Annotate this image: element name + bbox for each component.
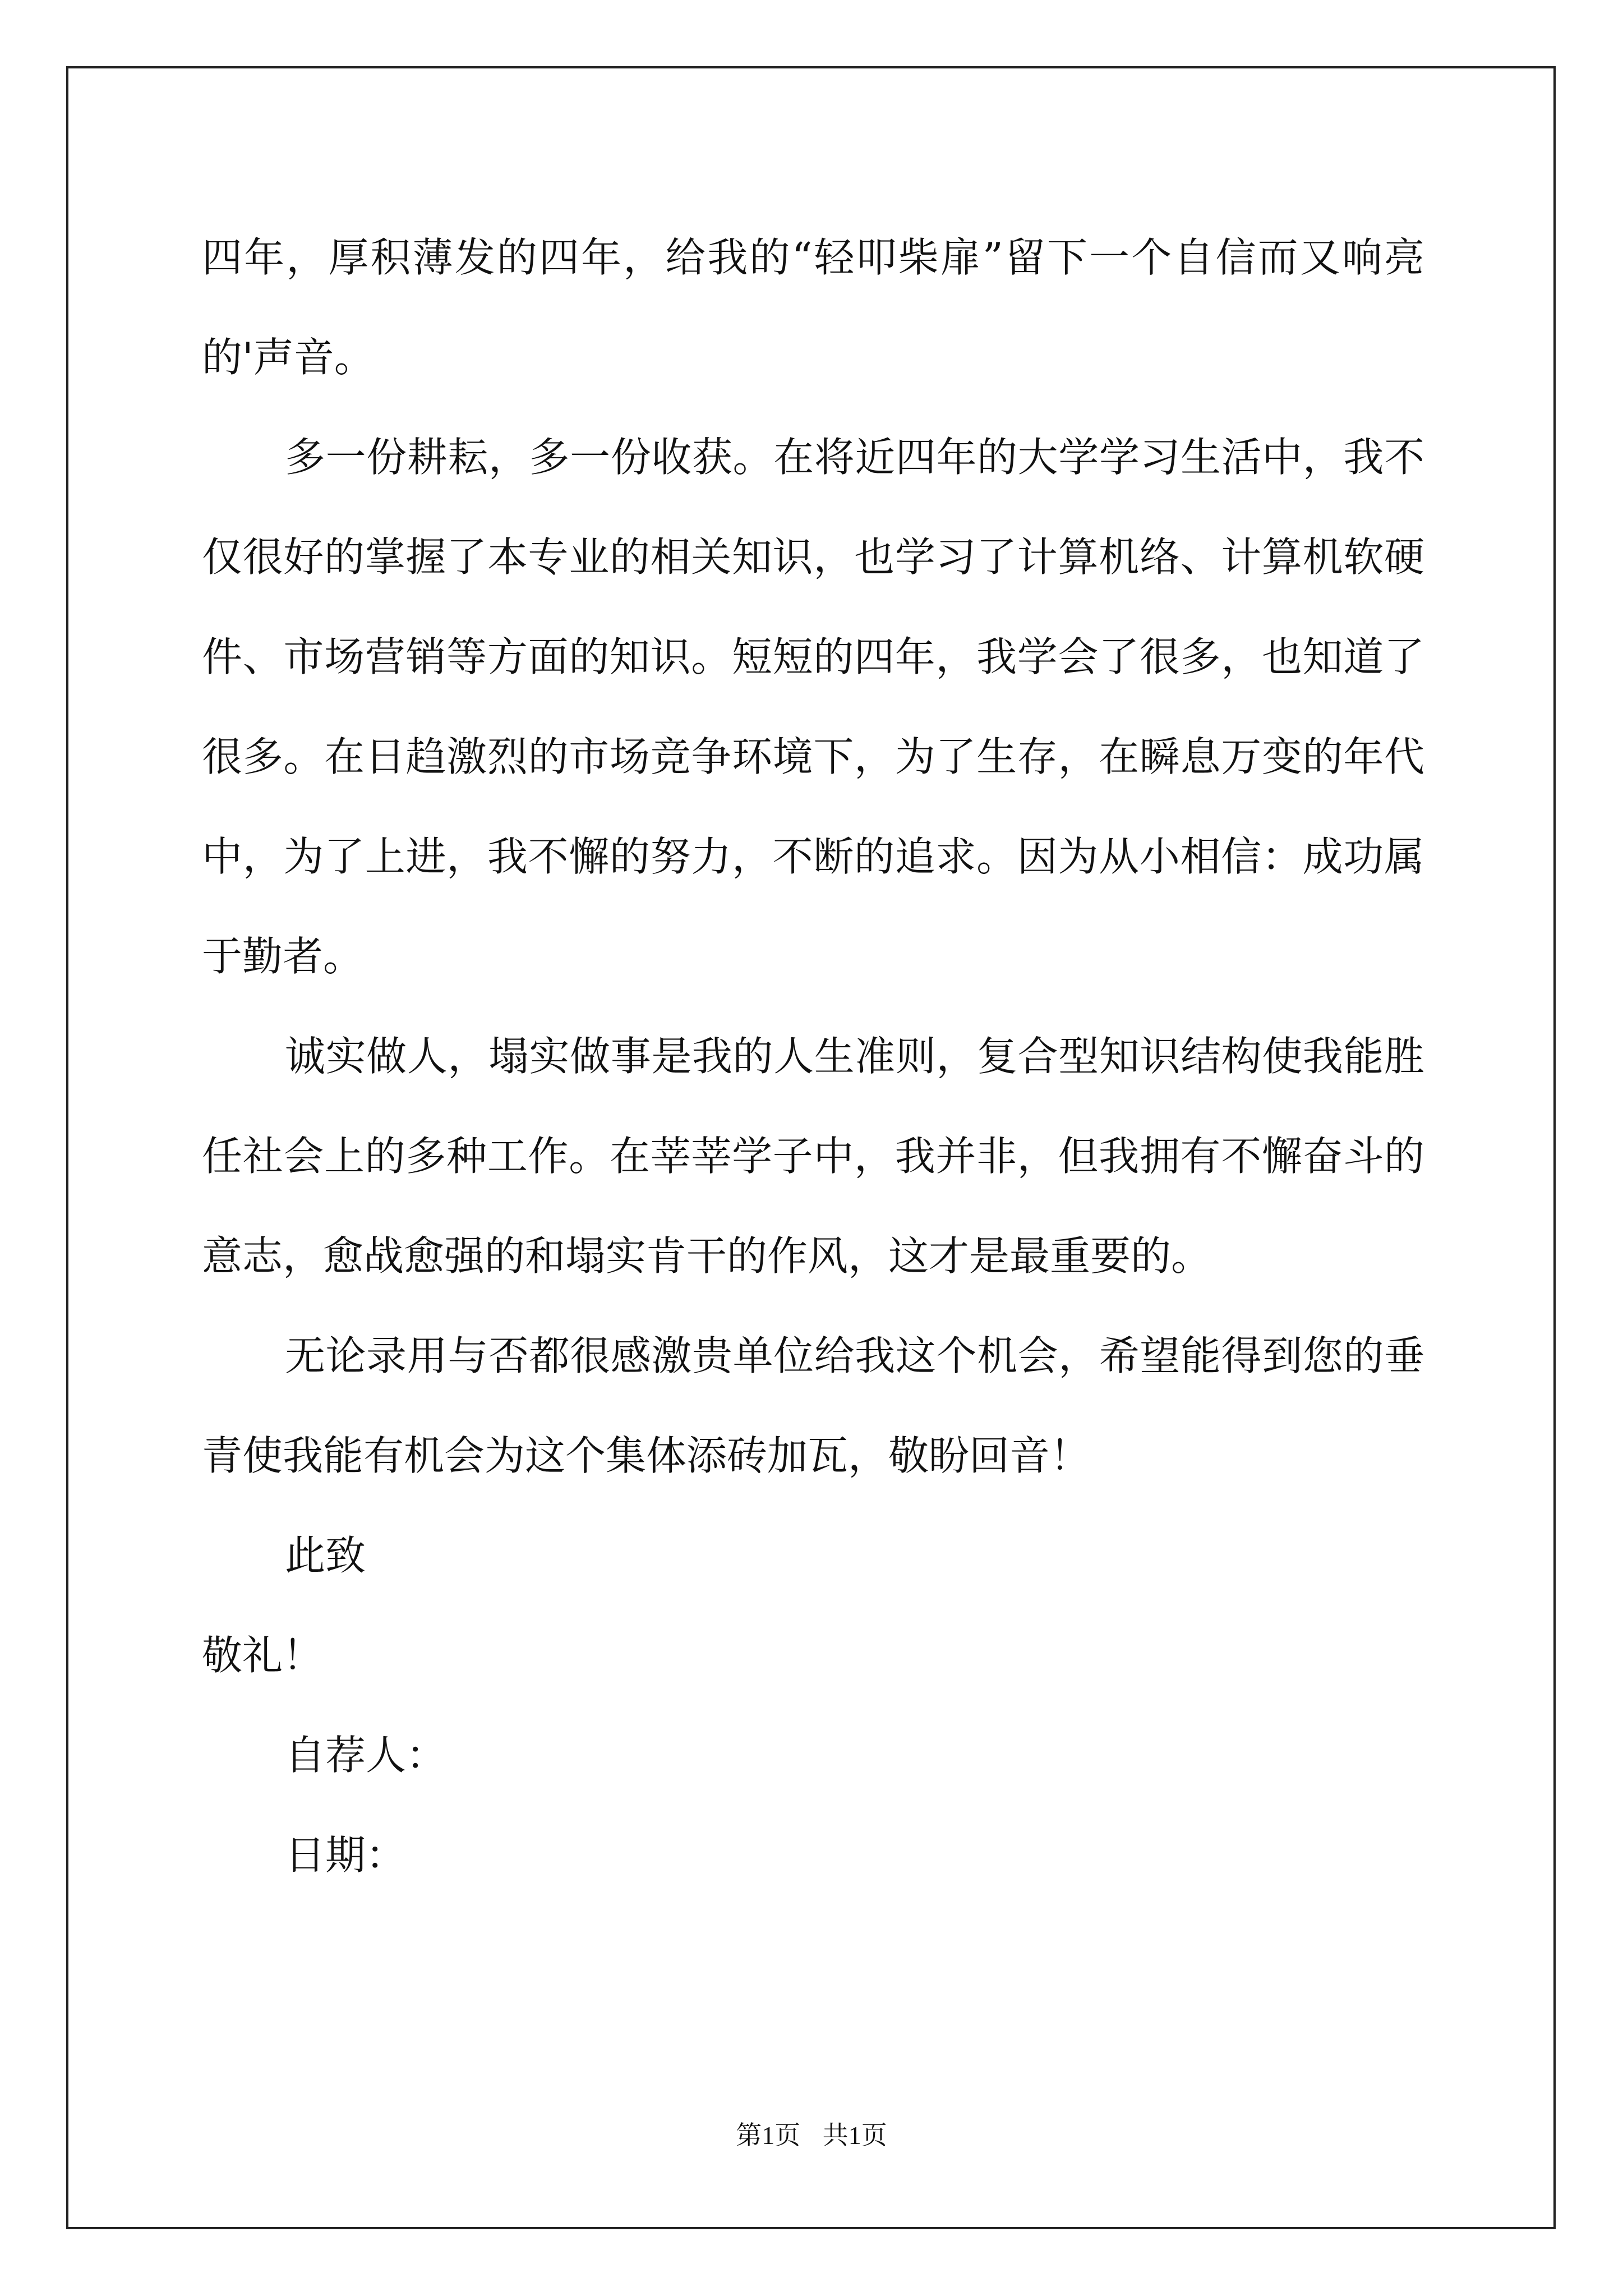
document-body: [202, 208, 1424, 1905]
date-line: 日期：: [285, 1832, 407, 1879]
salutation-cizhi: 此致: [285, 1532, 366, 1579]
signature-line: 自荐人：: [285, 1732, 447, 1779]
salutation-jingli: 敬礼！: [202, 1632, 324, 1679]
paragraph-closing: 无论录用与否都很感激贵单位给我这个机会，希望能得到您的垂青使我能有机会为这个集体添砖加瓦，敬盼回音！: [202, 1332, 1424, 1479]
paragraph-character: 诚实做人，塌实做事是我的人生准则，复合型知识结构使我能胜任社会上的多种工作。在莘莘学子中，我并非，但我拥有不懈奋斗的意志，愈战愈强的和塌实肯干的作风，这才是最重要的。: [202, 1033, 1424, 1280]
page-number: 第1页: [736, 2121, 801, 2150]
paragraph-intro-end: 四年，厚积薄发的四年，给我的“轻叩柴扉”留下一个自信而又响亮的'声音。: [202, 234, 1424, 381]
page-footer: [0, 2115, 1623, 2152]
paragraph-studies: 多一份耕耘，多一份收获。在将近四年的大学学习生活中，我不仅很好的掌握了本专业的相关知识，也学习了计算机络、计算机软硬件、市场营销等方面的知识。短短的四年，我学会了很多，也知道了很多。在日趋激烈的市场竞争环境下，为了生存，在瞬息万变的年代中，为了上进，我不懈的努力，不断的追求。因为从小相信：成功属于勤者。: [202, 434, 1424, 980]
page-total: 共1页: [822, 2121, 887, 2150]
